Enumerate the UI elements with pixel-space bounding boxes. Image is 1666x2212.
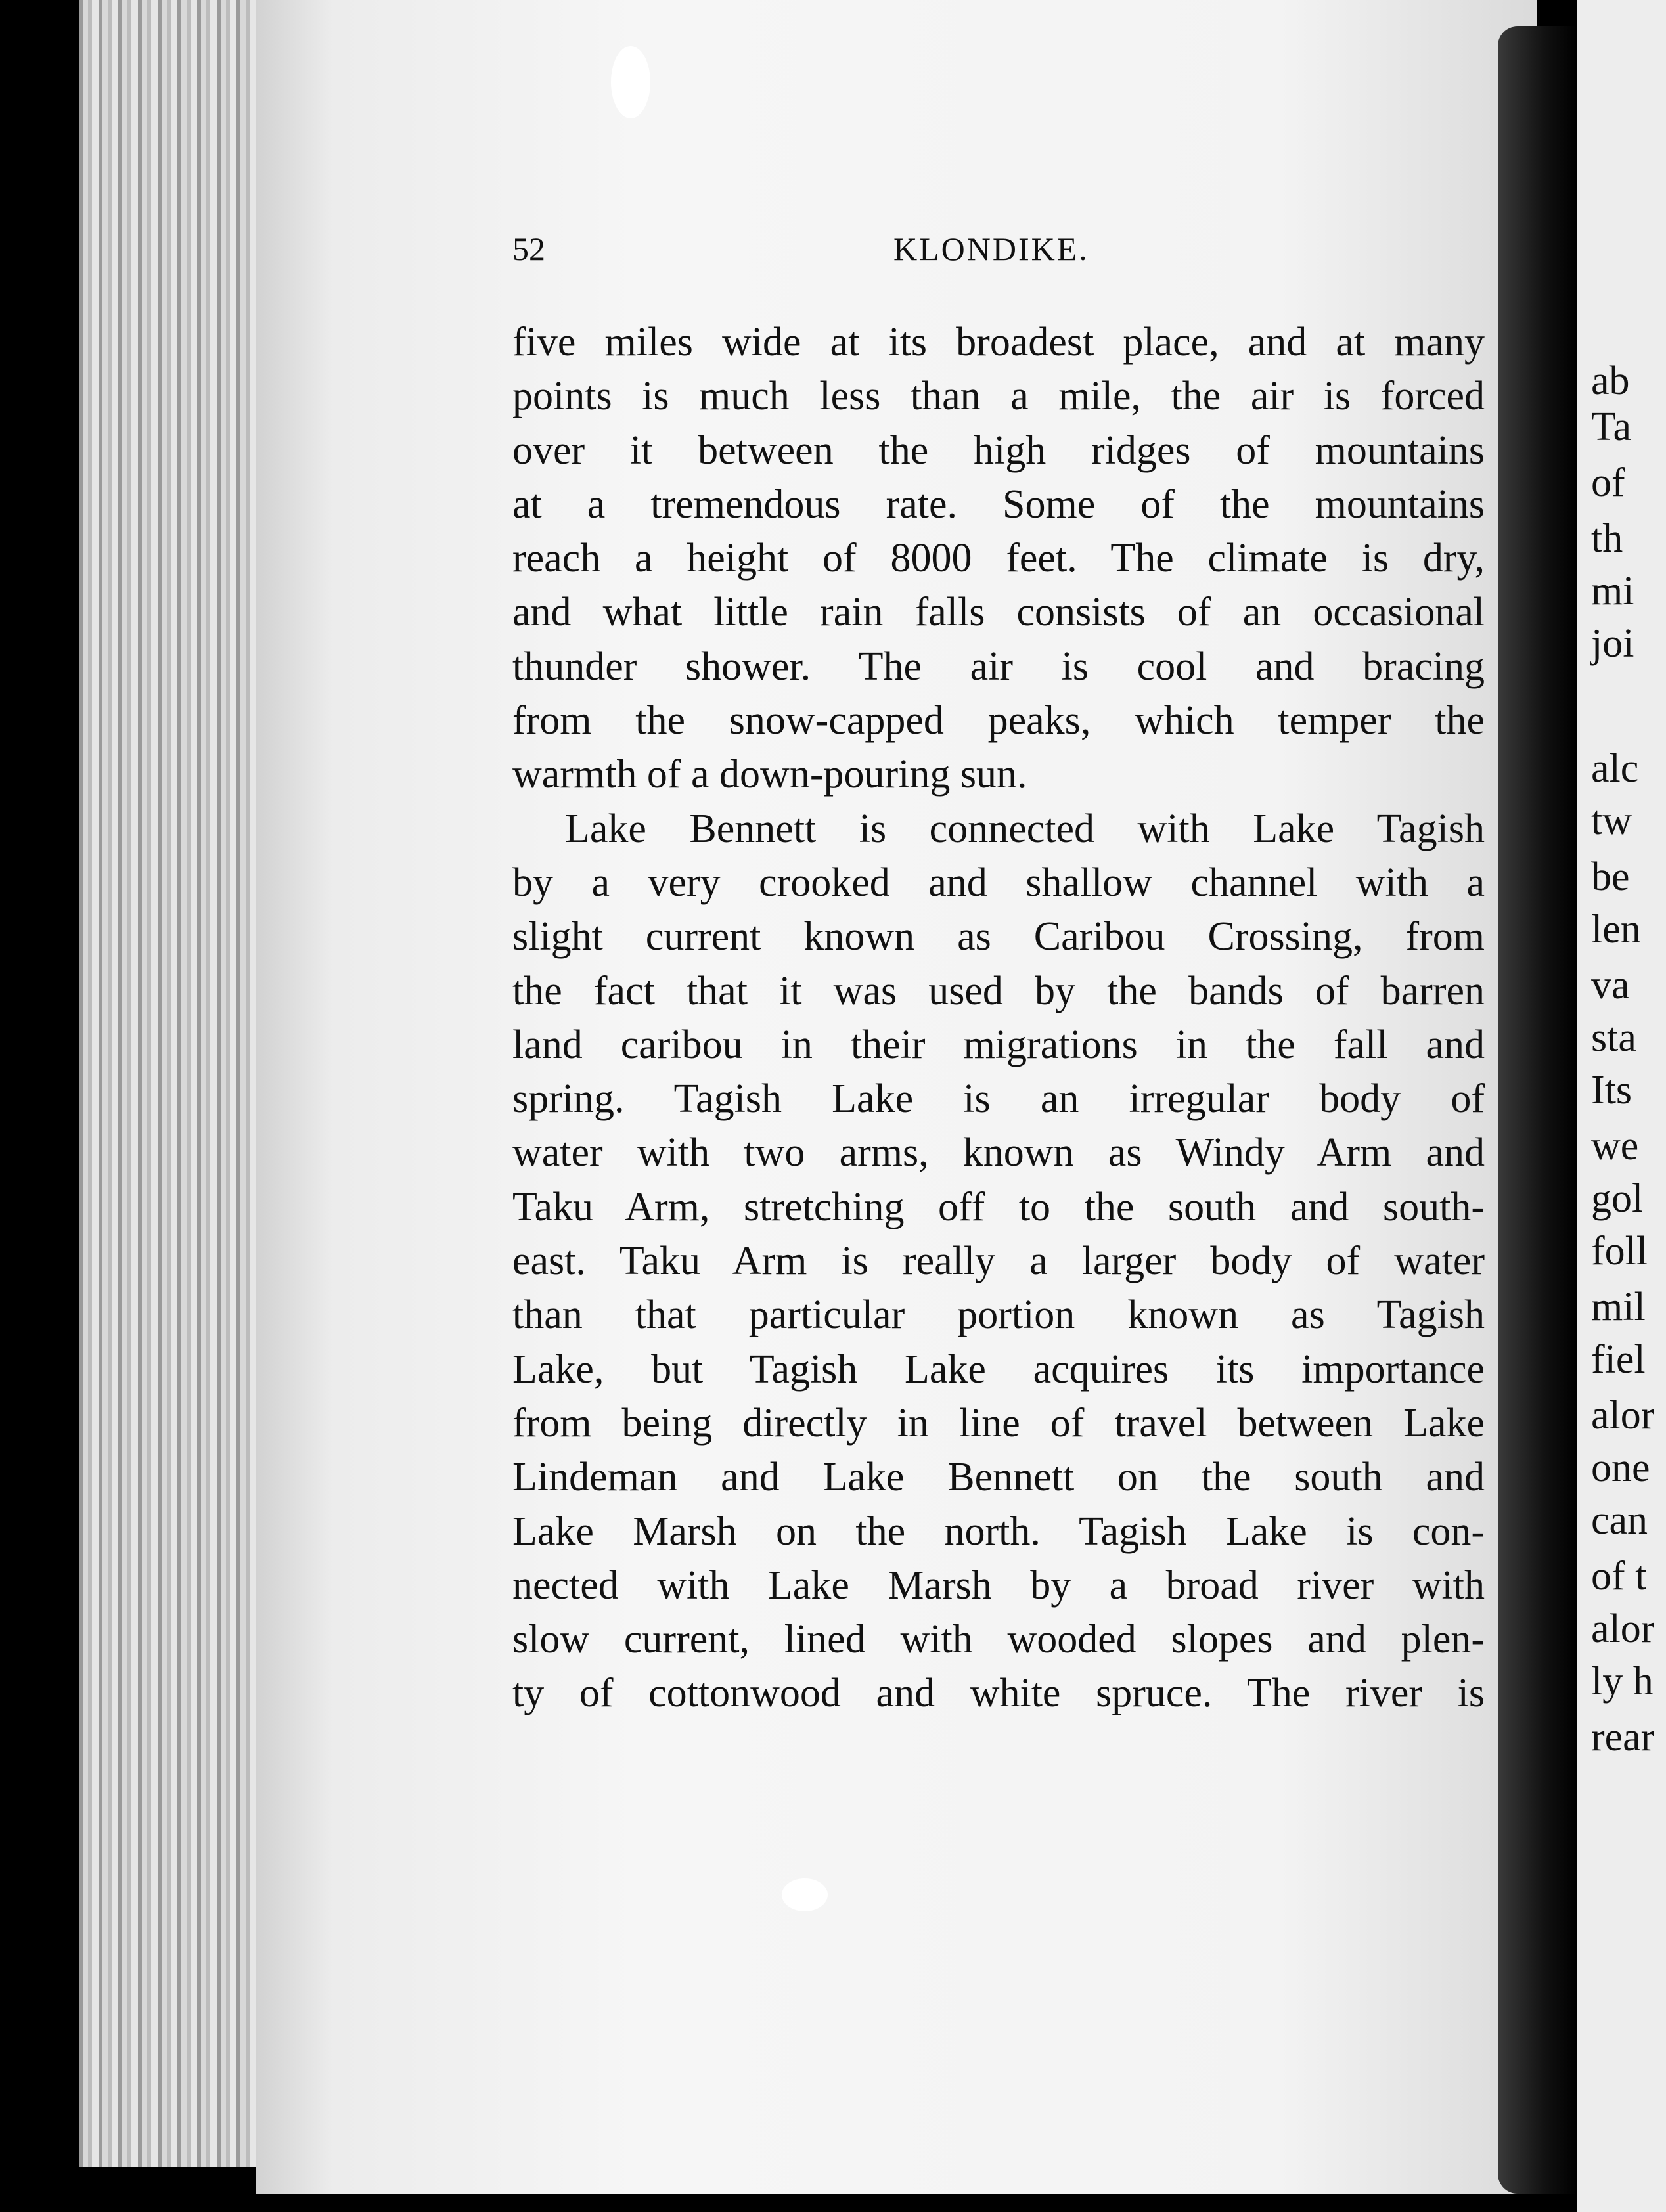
- book-page-edges: [79, 0, 269, 2167]
- adjacent-page-fragment: gol: [1591, 1176, 1644, 1221]
- adjacent-page-fragment: can: [1591, 1498, 1648, 1543]
- adjacent-page-fragment: be: [1591, 854, 1630, 899]
- adjacent-page-fragment: sta: [1591, 1015, 1636, 1060]
- adjacent-page-fragment: mil: [1591, 1285, 1646, 1329]
- adjacent-page-fragment: th: [1591, 516, 1623, 561]
- adjacent-page-fragment: va: [1591, 963, 1630, 1007]
- adjacent-page-fragment: tw: [1591, 799, 1632, 843]
- adjacent-page-fragment: of: [1591, 460, 1625, 505]
- adjacent-page-fragment: Ta: [1591, 405, 1632, 449]
- adjacent-page-fragment: len: [1591, 907, 1641, 952]
- text-line: spring. Tagish Lake is an irregular body of: [512, 1076, 1485, 1122]
- text-line: Lake, but Tagish Lake acquires its importance: [512, 1346, 1485, 1392]
- adjacent-page-fragment: joi: [1591, 621, 1634, 666]
- body-text: [512, 315, 1485, 1721]
- text-line: slight current known as Caribou Crossing, from: [512, 914, 1485, 960]
- text-line: over it between the high ridges of mountains: [512, 428, 1485, 473]
- adjacent-page-fragment: of t: [1591, 1554, 1647, 1599]
- paragraph: [512, 802, 1485, 1721]
- text-line: points is much less than a mile, the air is forced: [512, 374, 1485, 419]
- adjacent-page-fragment: fiel: [1591, 1337, 1646, 1382]
- adjacent-page-fragment: Its: [1591, 1068, 1632, 1113]
- running-head-title: KLONDIKE.: [893, 231, 1089, 267]
- adjacent-page-fragment: alor: [1591, 1393, 1655, 1438]
- text-line: Lake Bennett is connected with Lake Tagish: [565, 806, 1485, 851]
- book-gutter-shadow: [1498, 26, 1577, 2194]
- adjacent-page: [1577, 0, 1666, 2212]
- text-line: water with two arms, known as Windy Arm and: [512, 1130, 1485, 1176]
- text-line: at a tremendous rate. Some of the mountains: [512, 481, 1485, 527]
- adjacent-page-fragment: ab: [1591, 359, 1630, 403]
- page-number: 52: [512, 231, 545, 267]
- text-line: nected with Lake Marsh by a broad river with: [512, 1562, 1485, 1608]
- adjacent-page-fragment: rear: [1591, 1715, 1655, 1759]
- text-line: and what little rain falls consists of an occasional: [512, 590, 1485, 635]
- text-line: Lake Marsh on the north. Tagish Lake is con-: [512, 1509, 1485, 1554]
- text-line: warmth of a down-pouring sun.: [512, 752, 1027, 797]
- adjacent-page-fragment: alc: [1591, 746, 1639, 791]
- text-line: east. Taku Arm is really a larger body of water: [512, 1239, 1485, 1284]
- dust-speck: [611, 46, 650, 118]
- adjacent-page-fragment: we: [1591, 1124, 1639, 1168]
- adjacent-page-fragment: foll: [1591, 1229, 1648, 1273]
- text-line: ty of cottonwood and white spruce. The river is: [512, 1671, 1485, 1716]
- running-head: [512, 230, 1485, 276]
- text-line: from the snow-capped peaks, which temper the: [512, 698, 1485, 743]
- text-line: the fact that it was used by the bands of barren: [512, 968, 1485, 1013]
- adjacent-page-fragment: mi: [1591, 569, 1634, 613]
- text-line: slow current, lined with wooded slopes and plen-: [512, 1617, 1485, 1662]
- text-line: reach a height of 8000 feet. The climate is dry,: [512, 536, 1485, 581]
- text-line: by a very crooked and shallow channel with a: [512, 860, 1485, 905]
- dust-speck: [782, 1878, 828, 1911]
- text-line: than that particular portion known as Tagish: [512, 1293, 1485, 1338]
- text-line: five miles wide at its broadest place, and at many: [512, 320, 1485, 365]
- text-line: Lindeman and Lake Bennett on the south and: [512, 1455, 1485, 1500]
- text-line: from being directly in line of travel between Lake: [512, 1400, 1485, 1446]
- adjacent-page-fragment: ly h: [1591, 1659, 1654, 1704]
- adjacent-page-fragment: alor: [1591, 1606, 1655, 1651]
- paragraph: [512, 315, 1485, 802]
- text-line: Taku Arm, stretching off to the south and south-: [512, 1184, 1485, 1229]
- text-line: thunder shower. The air is cool and bracing: [512, 644, 1485, 689]
- text-line: land caribou in their migrations in the fall and: [512, 1022, 1485, 1067]
- adjacent-page-fragment: one: [1591, 1446, 1650, 1490]
